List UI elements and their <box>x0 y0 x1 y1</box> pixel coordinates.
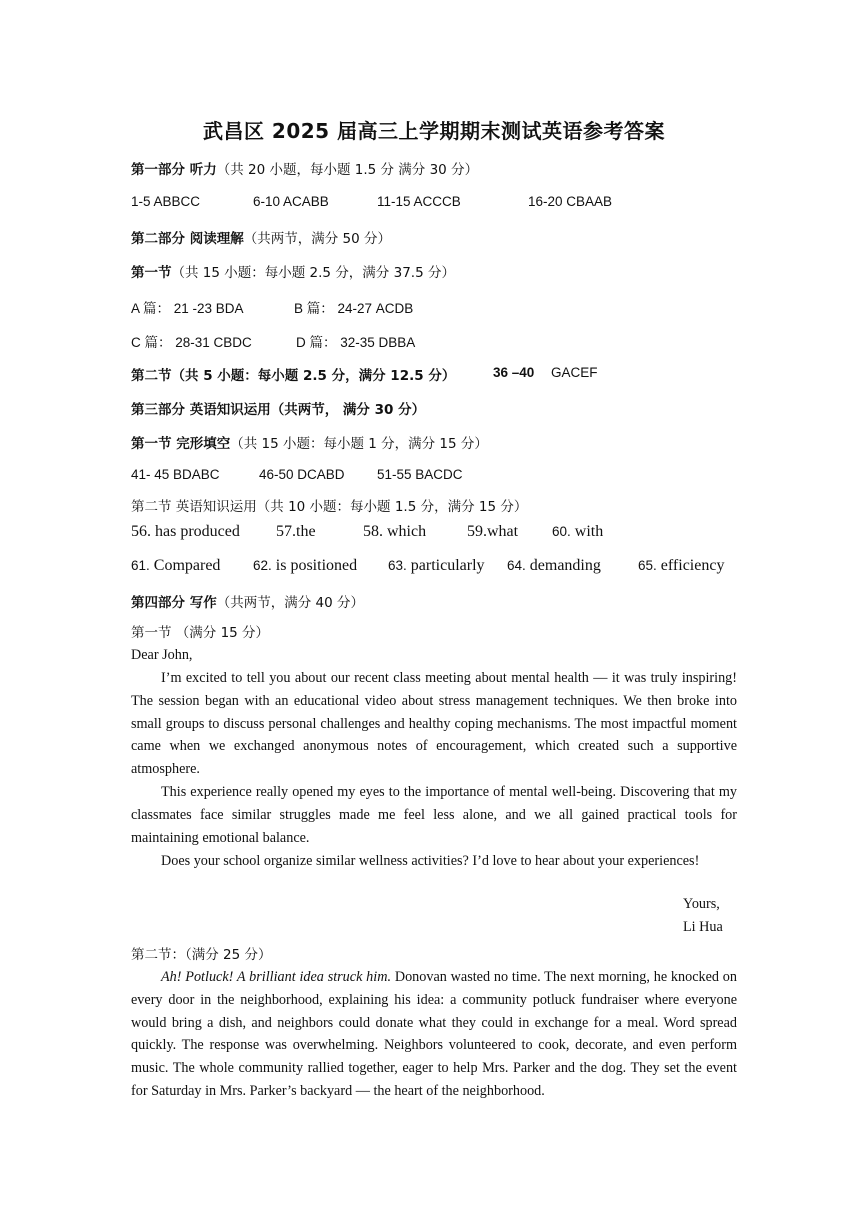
letter-paragraph-1: I’m excited to tell you about our recent class meeting about mental health — it was truly inspiring! The session began with an educational video about stress management techniques. We then broke into small groups to discuss personal challenges and healthy coping mechanisms. The most impactful moment came when we exchanged anonymous notes of encouragement, which created such a supportive atmosphere. <box>131 670 737 778</box>
letter-closing: Yours, <box>683 896 720 912</box>
grammar-answer: 65. efficiency <box>638 557 725 574</box>
grammar-answer: 60. with <box>552 523 604 540</box>
page-title: 武昌区 2025 届高三上学期期末测试英语参考答案 <box>202 119 666 143</box>
part3-sec1-note: （共 15 小题：每小题 1 分，满分 15 分） <box>230 436 488 452</box>
part2-sec1-heading: 第一节 <box>131 265 172 281</box>
grammar-answer: 62. is positioned <box>253 557 358 574</box>
part2-heading: 第二部分 阅读理解 <box>131 231 244 247</box>
part4-heading: 第四部分 写作 <box>131 595 217 611</box>
part4-sec1-heading: 第一节 （满分 15 分） <box>131 625 270 641</box>
part2-sec1-line <box>131 261 455 281</box>
story-paragraph <box>131 966 737 1103</box>
grammar-answer: 63. particularly <box>388 557 485 574</box>
part3-heading: 第三部分 英语知识运用（共两节， 满分 30 分） <box>131 402 426 418</box>
part4-heading-line <box>131 591 364 611</box>
passage-answer: C 篇： 28-31 CBDC <box>131 335 252 350</box>
part2-sec2-answer: GACEF <box>551 365 598 380</box>
part4-sec2-heading: 第二节：（满分 25 分） <box>131 947 272 963</box>
story-lead: Ah! Potluck! A brilliant idea struck him. <box>161 969 392 985</box>
part3-sec1-line <box>131 432 488 452</box>
grammar-answer: 58. which <box>363 523 427 540</box>
passage-answer: B 篇： 24-27 ACDB <box>294 301 414 316</box>
answer-group: 51-55 BACDC <box>377 467 463 482</box>
part3-sec2-heading: 第二节 英语知识运用（共 10 小题：每小题 1.5 分，满分 15 分） <box>131 499 528 515</box>
part2-heading-line <box>131 227 391 247</box>
letter-paragraph-2: This experience really opened my eyes to the importance of mental well-being. Discovering that my classmates face similar struggles made me feel less alone, and we all gained practical tools for maintaining emotional balance. <box>131 784 737 846</box>
grammar-answer: 59.what <box>467 523 519 540</box>
part2-sec2-heading: 第二节（共 5 小题：每小题 2.5 分，满分 12.5 分） <box>131 368 456 384</box>
grammar-answer: 61. Compared <box>131 557 221 574</box>
part4-note: （共两节，满分 40 分） <box>216 595 364 611</box>
letter-signature: Li Hua <box>683 919 723 935</box>
answer-group: 46-50 DCABD <box>259 467 345 482</box>
part2-sec2-line <box>131 364 455 384</box>
answer-group: 41- 45 BDABC <box>131 467 220 482</box>
passage-answer: D 篇： 32-35 DBBA <box>296 335 416 350</box>
passage-answer: A 篇： 21 -23 BDA <box>131 301 244 316</box>
grammar-answer: 64. demanding <box>507 557 601 574</box>
part1-note: （共 20 小题，每小题 1.5 分 满分 30 分） <box>216 162 479 178</box>
answer-group: 11-15 ACCCB <box>377 194 461 209</box>
part2-note: （共两节，满分 50 分） <box>243 231 391 247</box>
answer-group: 16-20 CBAAB <box>528 194 613 209</box>
answer-group: 6-10 ACABB <box>253 194 329 209</box>
answer-group: 1-5 ABBCC <box>131 194 201 209</box>
grammar-answer: 57.the <box>276 523 316 540</box>
letter-greeting: Dear John, <box>131 647 193 663</box>
part1-heading: 第一部分 听力 <box>131 162 217 178</box>
part3-sec1-heading: 第一节 完形填空 <box>131 436 231 452</box>
story-body: Donovan wasted no time. The next morning, he knocked on every door in the neighborhood, explaining his idea: a community potluck fundraiser where everyone would bring a dish, and neighbors could donate what they could in exchange for a meal. Word spread quickly. The response was overwhelming. Neighbors volunteered to cook, decorate, and even perform music. The whole community rallied together, eager to help Mrs. Parker and the dog. They set the event for Saturday in Mrs. Parker’s backyard — the heart of the neighborhood. <box>131 969 737 1099</box>
grammar-answer: 56. has produced <box>131 523 240 540</box>
letter-paragraph-3: Does your school organize similar wellness activities? I’d love to hear about your experiences! <box>161 853 700 869</box>
part2-sec1-note: （共 15 小题：每小题 2.5 分，满分 37.5 分） <box>171 265 455 281</box>
part2-sec2-range: 36 –40 <box>493 365 535 380</box>
part1-heading-line <box>131 158 478 178</box>
